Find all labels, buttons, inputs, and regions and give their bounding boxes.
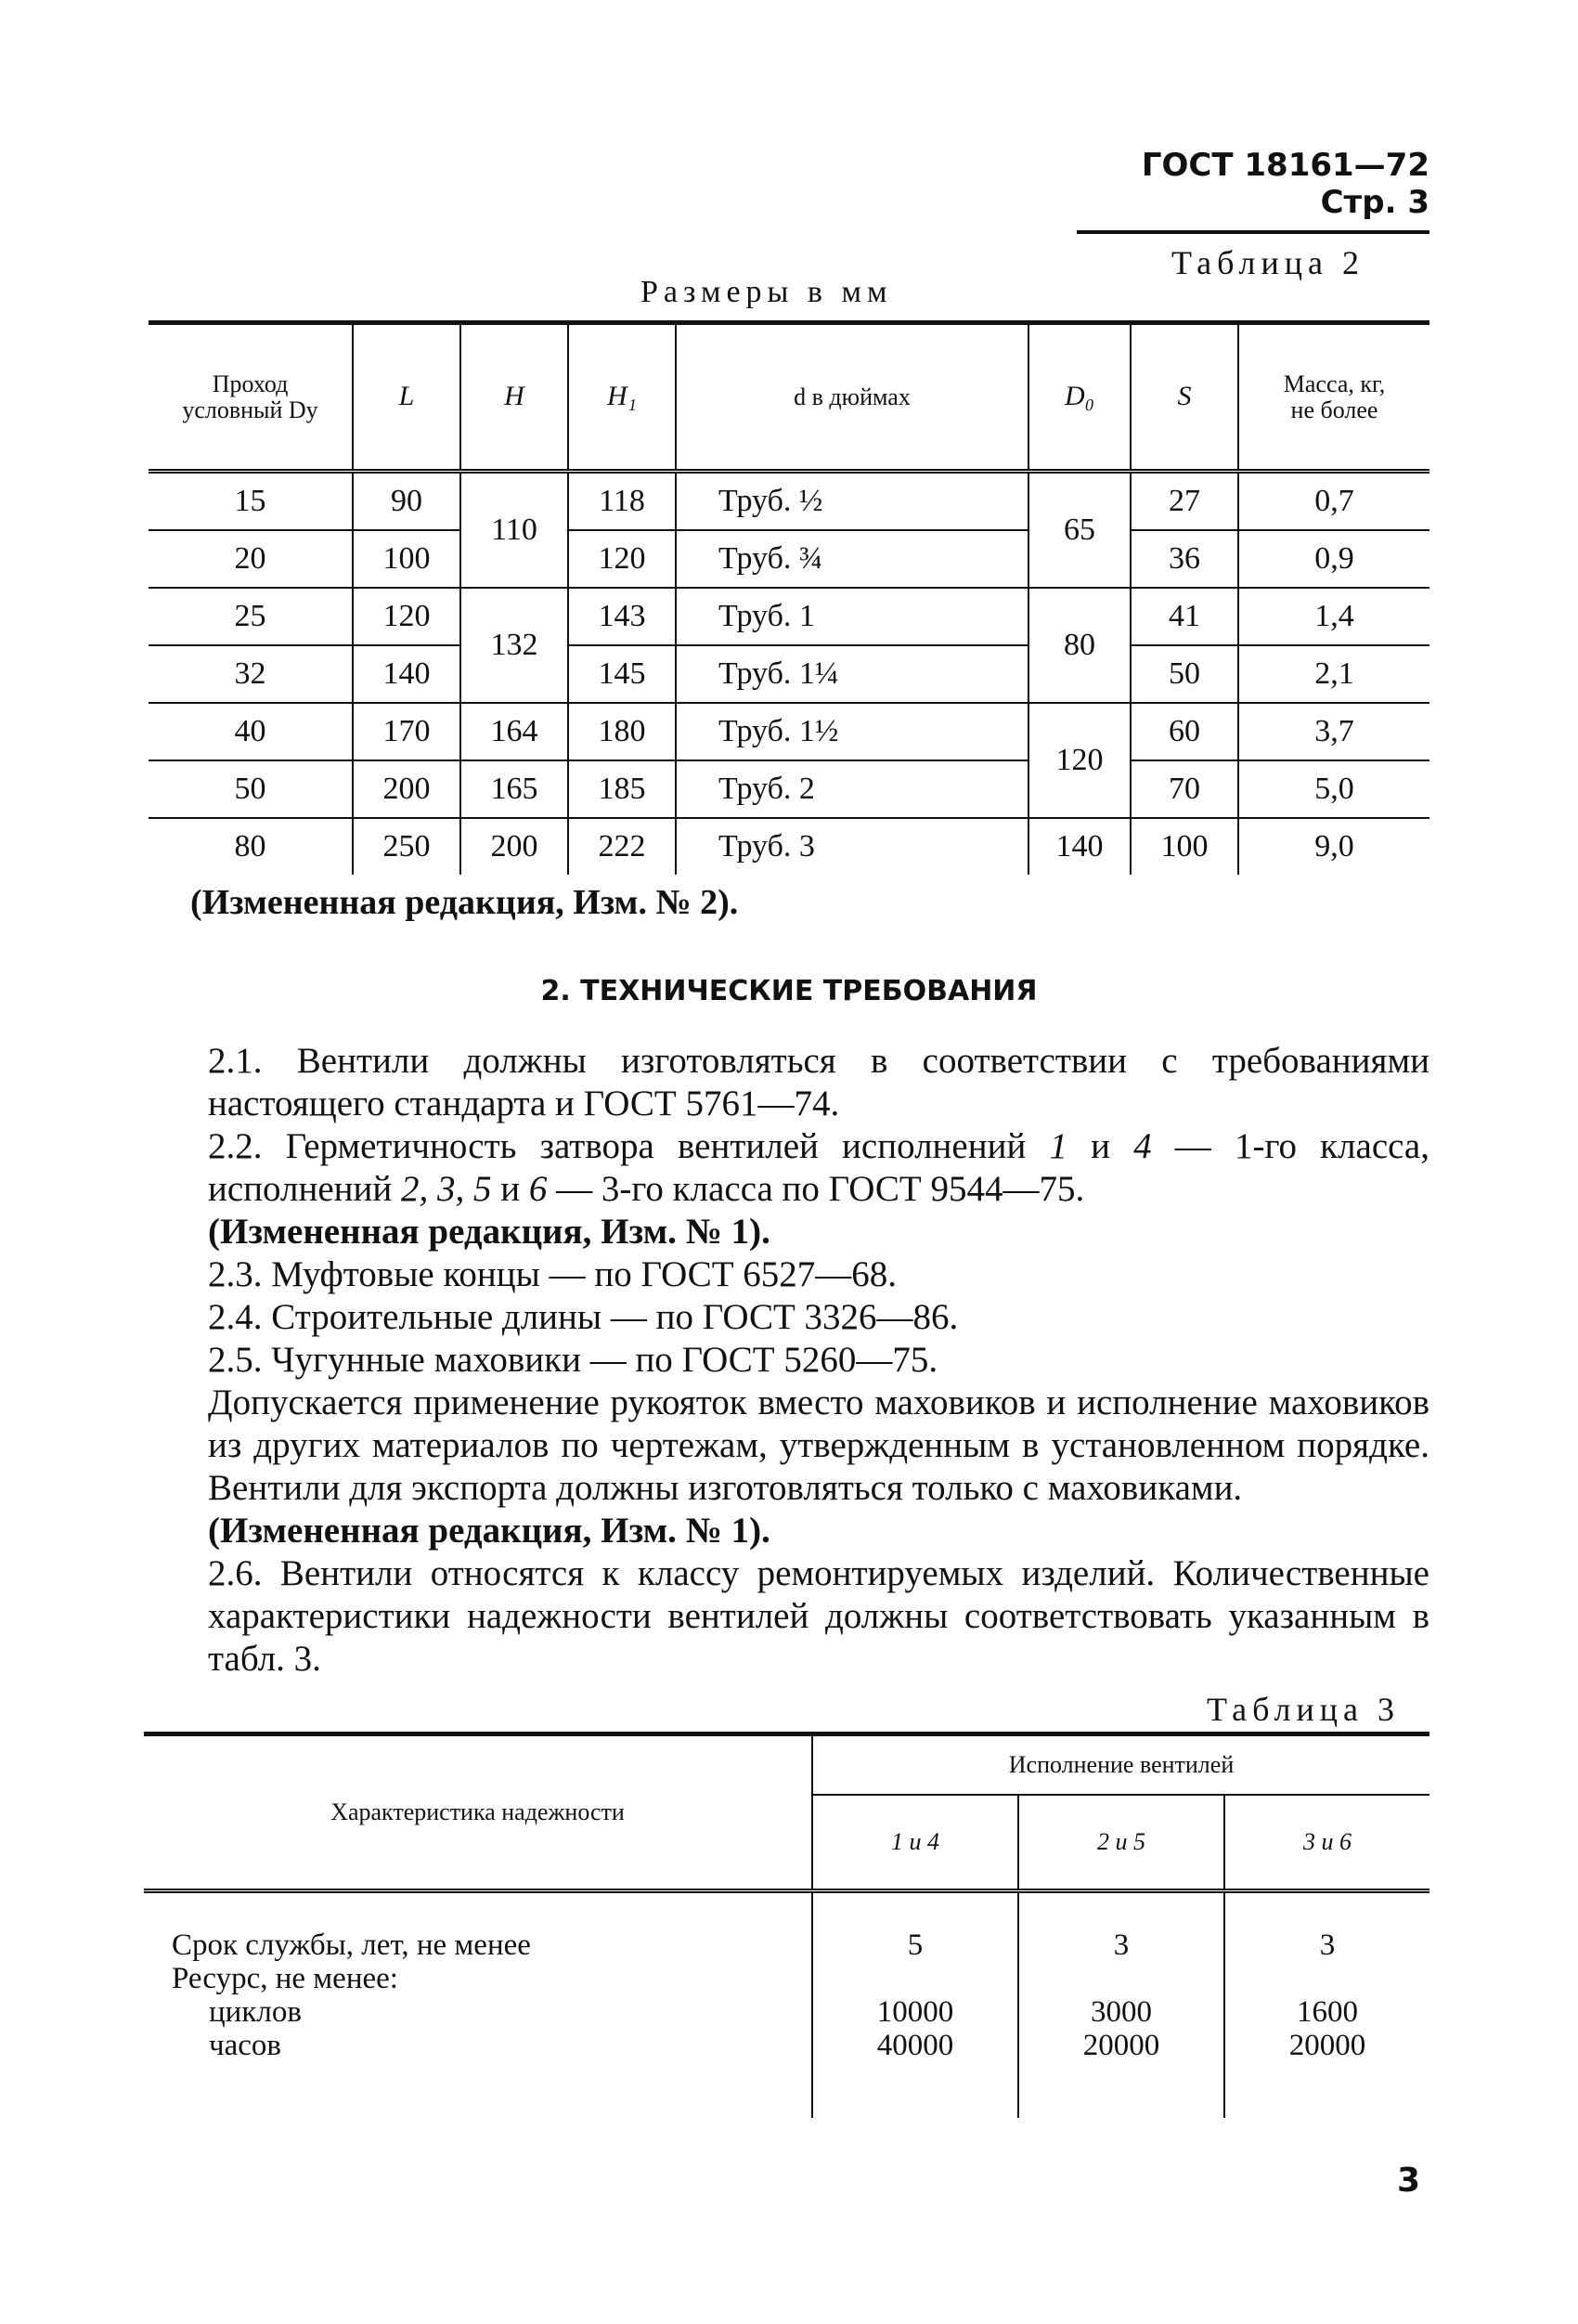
- cell-mass: 5,0: [1238, 760, 1429, 818]
- cell-d: Труб. ½: [676, 472, 1028, 531]
- label-resource: Ресурс, не менее:: [172, 1962, 398, 1995]
- header-dn-text: Проход условный Dу: [182, 370, 318, 423]
- cell-l: 170: [353, 703, 460, 760]
- p2-2-version-4: 4: [1133, 1126, 1152, 1166]
- cell-mass: 1,4: [1238, 588, 1429, 645]
- cell-h1: 145: [568, 645, 676, 703]
- cell-dn: 20: [149, 530, 353, 588]
- value-hours: 20000: [1082, 2029, 1160, 2062]
- header-mass: [1238, 323, 1429, 472]
- label-service-life: Срок службы, лет, не менее: [172, 1928, 531, 1962]
- p2-2-version-1: 1: [1049, 1126, 1067, 1166]
- header-h: [460, 323, 568, 472]
- paragraph-2-1: 2.1. Вентили должны изготовляться в соответствии с требованиями настоящего стандарта и ГОСТ 5761—74.: [208, 1041, 1429, 1123]
- p2-2-part-a: 2.2. Герметичность затвора вентилей исполнений: [208, 1126, 1050, 1166]
- cell-dn: 50: [149, 760, 353, 818]
- amendment-note-2: (Измененная редакция, Изм. № 1).: [208, 1511, 770, 1551]
- section-body: [149, 1040, 1429, 1681]
- header-d0-text: D₀: [1064, 381, 1095, 411]
- header-d: [676, 323, 1028, 472]
- cell-d: Труб. 3: [676, 818, 1028, 875]
- cell-h1: 118: [568, 472, 676, 531]
- cell-mass: 3,7: [1238, 703, 1429, 760]
- cell-l: 100: [353, 530, 460, 588]
- cell-dn: 40: [149, 703, 353, 760]
- header-dn: [149, 323, 353, 472]
- cell-d: Труб. 1¼: [676, 645, 1028, 703]
- table-row: [149, 645, 1429, 703]
- cell-h: 200: [460, 818, 568, 875]
- table-row: [149, 588, 1429, 645]
- paragraph-2-2: [149, 1125, 1429, 1211]
- column-version-2-5: [1018, 1891, 1224, 2119]
- paragraph-2-4: 2.4. Строительные длины — по ГОСТ 3326—86.: [208, 1297, 959, 1337]
- header-s: [1131, 323, 1238, 472]
- cell-d0-merged: 65: [1028, 472, 1131, 589]
- cell-mass: 2,1: [1238, 645, 1429, 703]
- cell-mass: 0,7: [1238, 472, 1429, 531]
- cell-h1: 120: [568, 530, 676, 588]
- cell-dn: 15: [149, 472, 353, 531]
- cell-l: 90: [353, 472, 460, 531]
- header-mass-text: Масса, кг, не более: [1283, 370, 1386, 423]
- value-hours: 40000: [876, 2029, 954, 2062]
- value-cycles: 1600: [1297, 1995, 1358, 2029]
- cell-l: 250: [353, 818, 460, 875]
- p2-2-version-6: 6: [528, 1169, 548, 1209]
- cell-d: Труб. 1: [676, 588, 1028, 645]
- value-cycles: 3000: [1091, 1995, 1152, 2029]
- cell-h1: 222: [568, 818, 676, 875]
- cell-h1: 180: [568, 703, 676, 760]
- cell-s: 100: [1131, 818, 1238, 875]
- cell-s: 41: [1131, 588, 1238, 645]
- cell-d: Труб. ¾: [676, 530, 1028, 588]
- table2-note: (Измененная редакция, Изм. № 2).: [190, 883, 739, 922]
- cell-s: 50: [1131, 645, 1238, 703]
- table-row: [144, 1891, 1429, 2119]
- table3-caption: Таблица 3: [1207, 1691, 1400, 1728]
- p2-2-part-b: и: [1067, 1126, 1134, 1166]
- cell-d: Труб. 1½: [676, 703, 1028, 760]
- table2-caption: Таблица 2: [1171, 244, 1365, 281]
- cell-l: 120: [353, 588, 460, 645]
- header-d0: [1028, 323, 1131, 472]
- p2-2-part-c: — 1-го класса, исполнений: [208, 1126, 1429, 1209]
- cell-s: 27: [1131, 472, 1238, 531]
- header-version-1-4: 1 и 4: [812, 1795, 1018, 1891]
- value-cycles: 10000: [876, 1995, 954, 2029]
- label-hours: часов: [209, 2029, 281, 2062]
- table-row: [149, 530, 1429, 588]
- cell-l: 140: [353, 645, 460, 703]
- cell-s: 60: [1131, 703, 1238, 760]
- paragraph-allowance: Допускается применение рукояток вместо маховиков и исполнение маховиков из других материалов по чертежам, утвержденным в установленном порядке. Вентили для экспорта должны изготовляться только с маховиками.: [208, 1383, 1429, 1508]
- header-version-2-5: 2 и 5: [1018, 1795, 1224, 1891]
- cell-s: 70: [1131, 760, 1238, 818]
- table-row: [149, 760, 1429, 818]
- table-row: [149, 703, 1429, 760]
- header-h-text: H: [504, 381, 524, 411]
- column-version-1-4: [812, 1891, 1018, 2119]
- p2-2-part-e: — 3-го класса по ГОСТ 9544—75.: [547, 1169, 1085, 1209]
- cell-h-merged: 132: [460, 588, 568, 703]
- cell-dn: 25: [149, 588, 353, 645]
- section-title: 2. ТЕХНИЧЕСКИЕ ТРЕБОВАНИЯ: [540, 975, 1038, 1007]
- table2-subcaption: Размеры в мм: [640, 275, 893, 309]
- header-h1: [568, 323, 676, 472]
- page-header: ГОСТ 18161—72 Стр. 3: [1077, 147, 1429, 234]
- paragraph-2-6: 2.6. Вентили относятся к классу ремонтируемых изделий. Количественные характеристики надежности вентилей должны соответствовать указанным в табл. 3.: [208, 1553, 1429, 1679]
- table-row: [149, 472, 1429, 531]
- paragraph-2-5: 2.5. Чугунные маховики — по ГОСТ 5260—75.: [208, 1340, 938, 1380]
- cell-h1: 143: [568, 588, 676, 645]
- cell-dn: 32: [149, 645, 353, 703]
- cell-l: 200: [353, 760, 460, 818]
- header-h1-text: H₁: [606, 381, 638, 411]
- cell-mass: 9,0: [1238, 818, 1429, 875]
- value-hours: 20000: [1288, 2029, 1366, 2062]
- table-row: [149, 818, 1429, 875]
- label-cycles: циклов: [209, 1995, 302, 2029]
- value-service-life: 3: [1319, 1928, 1336, 1962]
- paragraph-2-3: 2.3. Муфтовые концы — по ГОСТ 6527—68.: [208, 1254, 898, 1294]
- cell-dn: 80: [234, 829, 266, 863]
- p2-2-versions-235: 2, 3, 5: [401, 1169, 492, 1209]
- header-l: [353, 323, 460, 472]
- cell-d0-merged: 120: [1028, 703, 1131, 818]
- cell-h-merged: 110: [460, 472, 568, 589]
- cell-h: 165: [460, 760, 568, 818]
- cell-d0: 140: [1028, 818, 1131, 875]
- header-s-text: S: [1177, 381, 1192, 411]
- page-number: 3: [1397, 2162, 1421, 2200]
- cell-h: 164: [460, 703, 568, 760]
- header-versions-group: Исполнение вентилей: [812, 1734, 1429, 1796]
- cell-d: Труб. 2: [676, 760, 1028, 818]
- cell-s: 36: [1131, 530, 1238, 588]
- header-characteristic: Характеристика надежности: [144, 1734, 812, 1891]
- value-service-life: 3: [1113, 1928, 1130, 1962]
- cell-mass: 0,9: [1238, 530, 1429, 588]
- header-d-text: d в дюймах: [794, 383, 911, 410]
- characteristic-labels: [144, 1891, 812, 2119]
- value-service-life: 5: [907, 1928, 924, 1962]
- column-version-3-6: [1224, 1891, 1429, 2119]
- cell-h1: 185: [568, 760, 676, 818]
- table-3: [144, 1732, 1429, 2118]
- cell-d0-merged: 80: [1028, 588, 1131, 703]
- table-2: [149, 320, 1429, 875]
- p2-2-part-d: и: [491, 1169, 529, 1209]
- header-version-3-6: 3 и 6: [1224, 1795, 1429, 1891]
- amendment-note-1: (Измененная редакция, Изм. № 1).: [208, 1212, 770, 1252]
- header-l-text: L: [398, 381, 415, 411]
